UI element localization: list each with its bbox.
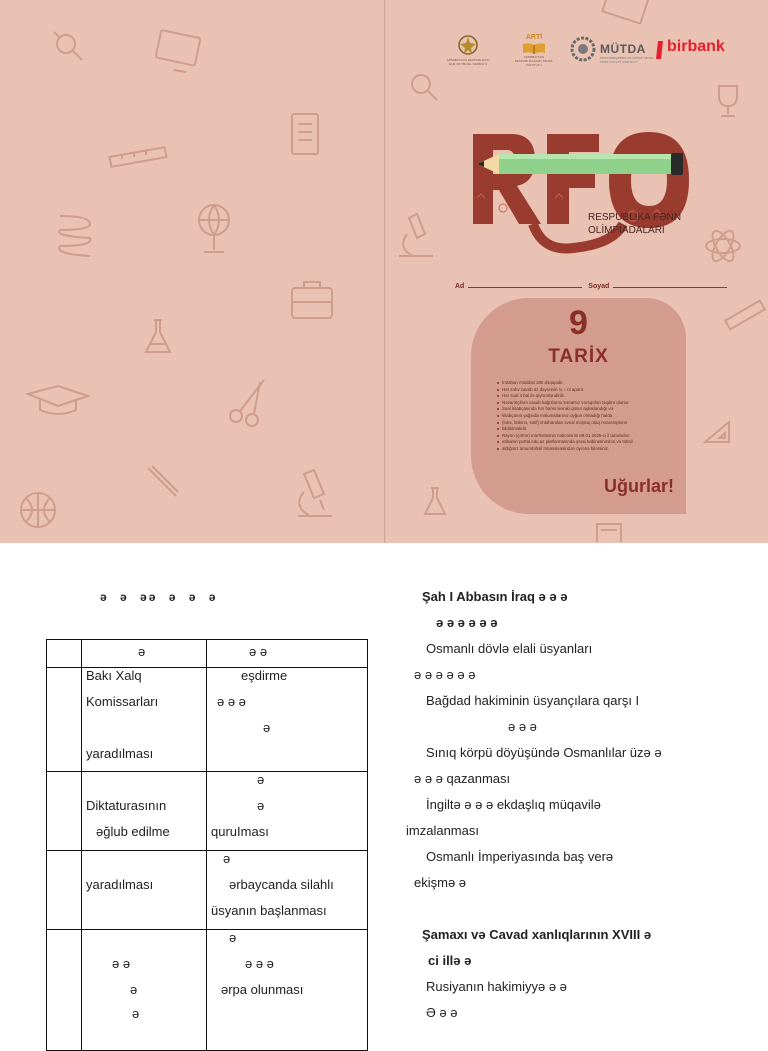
arti-label: ARTİ (525, 34, 543, 41)
answer-option: Osmanlı dövlə elali üsyanları (426, 641, 593, 656)
arti-caption: AZƏRBAYCAN RESPUBLİKASININ TƏHSİL İNSTİTUTU (514, 55, 554, 67)
matching-table (46, 639, 368, 1051)
document-right-column (384, 543, 768, 1024)
name-label: Ad (455, 283, 465, 290)
device-icon (599, 0, 659, 24)
globe-icon (190, 196, 240, 258)
answer-option: imzalanması (406, 823, 479, 838)
answer-option: ə ə ə ə ə ə (414, 667, 476, 682)
mutda-emblem-icon (569, 35, 597, 63)
question-title: ə ə əə ə ə ə (100, 590, 218, 604)
surname-blank (613, 281, 727, 288)
question-2-title: Şamaxı və Cavad xanlıqlarının XVIII ə (422, 927, 652, 942)
subtitle-line-1: RESPUBLİKA FƏNN (588, 212, 682, 223)
flask-icon (138, 314, 178, 364)
question-1-title: Şah I Abbasın İraq ə ə ə (422, 589, 568, 604)
mutda-caption: MƏKTƏBƏQƏDƏR VƏ ÜMUMİ TƏHSİL ÜZRƏ DÖVLƏT AGENTLİYİ (600, 56, 654, 64)
subject-title: TARİX (548, 346, 609, 367)
rule-item: İmtahan müddəti 180 dəqiqədir. (497, 380, 657, 387)
answer-option: Osmanlı İmperiyasında baş verə (426, 849, 614, 864)
mutda-label: MÜTDA (600, 42, 646, 56)
rule-item: kitabçanın yağında məlumatlarınız uyğun olmadığı halda (497, 413, 657, 420)
name-surname-line (455, 281, 731, 290)
ruler-icon (721, 296, 767, 336)
name-blank (468, 281, 582, 288)
info-panel (471, 298, 686, 514)
table-row: ə ə ə ə ə ə ə ə ərpa olunması (47, 930, 368, 1051)
table-row: yaradılması ə ərbaycanda silahlı üsyanın başlanması (47, 851, 368, 930)
rule-item: Hər sual 4 bal ilə qiymətləndirilir. (497, 393, 657, 400)
microscope-icon (280, 466, 340, 524)
sponsor-logos (445, 34, 745, 70)
front-cover (385, 0, 768, 543)
exam-rules (497, 380, 657, 453)
book-icon (521, 41, 547, 55)
rule-item: Nəzarətçilərə cavab kağızlarını kənarsız vərəqələri təqdim olunur. (497, 400, 657, 407)
answer-option: ekişmə ə (414, 875, 467, 890)
magnifier-icon (403, 66, 443, 106)
rule-item: Hər səhv cavab üz dəyərinin ¼ – ni aparır. (497, 387, 657, 394)
surname-label: Soyad (588, 283, 610, 290)
table-row: Bakı Xalq Komissarları yaradılması eşdirme ə ə ə ə (47, 668, 368, 772)
notebook-icon (286, 110, 326, 160)
ruler-icon (108, 144, 170, 170)
ministry-caption: AZƏRBAYCAN RESPUBLİKASI ELM VƏ TƏHSİL NAZİRLİYİ (446, 58, 490, 66)
birbank-mark-icon (655, 39, 665, 61)
question-1-subtitle: ə ə ə ə ə ə (436, 615, 498, 630)
rule-item: Sual kitabçasında hər hansı texniki qüsur aşkarlandığı və (497, 406, 657, 413)
ministry-emblem-icon (454, 34, 482, 58)
pencil-icon (477, 153, 683, 175)
document-left-column (0, 543, 384, 1024)
rule-item: (ləkə, bükmə, sinif) imtahandan əvvəl müştəq otaq nəzarətçisinə (497, 420, 657, 427)
briefcase-icon (286, 274, 340, 328)
scissors-icon (224, 374, 274, 430)
rfo-logo (473, 128, 713, 258)
rule-item: bildirilməlidir. (497, 426, 657, 433)
back-cover (0, 0, 384, 543)
answer-option: Rusiyanın hakimiyyə ə ə (426, 979, 567, 994)
basketball-icon (16, 488, 60, 532)
answer-option: İngiltə ə ə ə ekdaşlıq müqavilə (426, 797, 601, 812)
arti-logo (511, 34, 557, 67)
answer-option: ə ə ə (508, 719, 537, 734)
triangle-ruler-icon (699, 416, 735, 448)
olympiad-subtitle (588, 211, 681, 237)
grade-number: 9 (569, 304, 588, 342)
good-luck-text: Uğurlar! (603, 476, 674, 496)
pen-icon (142, 462, 182, 502)
answer-option: Bağdad hakiminin üsyançılara qarşı I (426, 693, 640, 708)
graduation-cap-icon (22, 380, 92, 424)
rule-item: aldığınız ümumtəhsil müəssisəsindən öyrənə bilərsiniz. (497, 446, 657, 453)
table-header-row: ə ə ə (47, 640, 368, 668)
birbank-label: birbank (667, 38, 725, 55)
subtitle-line-2: OLİMPİADALARI (588, 225, 665, 236)
rule-item: etibarən portal.edu.az platformasında şəxsi kabinetinizdən və təhsil (497, 439, 657, 446)
table-row: Diktaturasının əğlub edilme ə ə quruIması (47, 772, 368, 851)
question-2-subtitle: ci illə ə (428, 953, 472, 968)
magnifier-icon (48, 26, 88, 66)
answer-option: Sınıq körpü döyüşündə Osmanlılar üzə ə (426, 745, 662, 760)
coil-icon (50, 208, 100, 268)
answer-option: Ə ə ə (426, 1005, 458, 1020)
monitor-icon (152, 26, 206, 80)
trophy-icon (711, 82, 745, 122)
microscope-icon (391, 212, 441, 264)
calculator-icon (589, 520, 629, 542)
flask-icon (421, 484, 449, 520)
answer-option: ə ə ə qazanması (414, 771, 511, 786)
rule-item: Rayon (şəhər) mərhələsinin nəticələrini 09.01.2025-ci il tarixindən (497, 433, 657, 440)
ministry-logo (445, 34, 491, 66)
